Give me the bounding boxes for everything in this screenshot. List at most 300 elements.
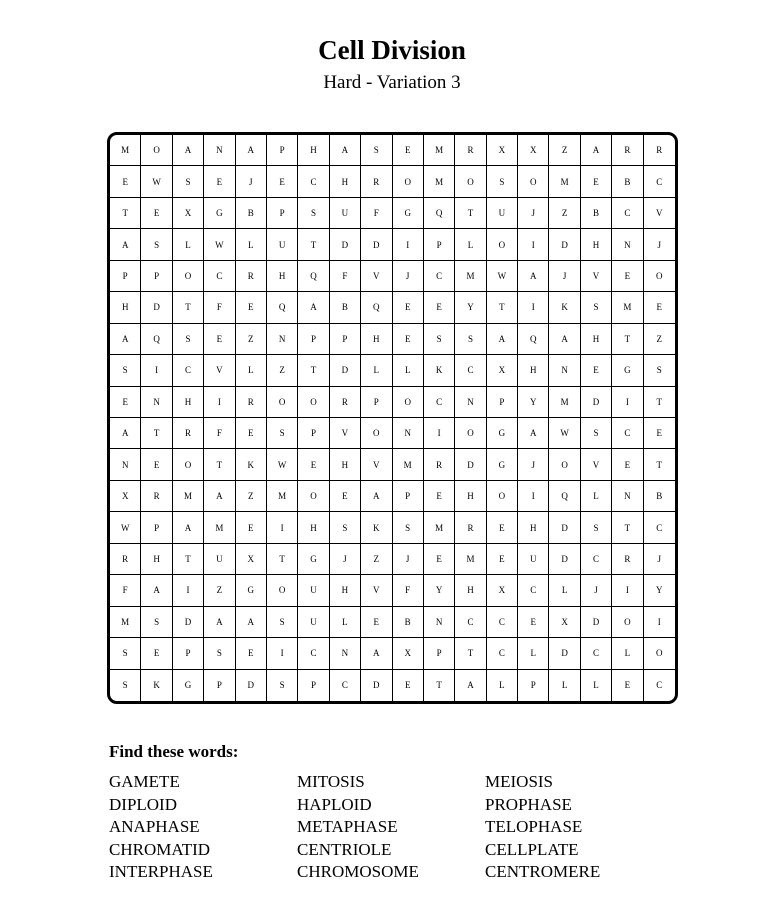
grid-cell[interactable]: E (204, 324, 235, 355)
grid-cell[interactable]: D (361, 670, 392, 701)
grid-cell[interactable]: A (581, 135, 612, 166)
grid-cell[interactable]: L (549, 670, 580, 701)
grid-cell[interactable]: R (330, 387, 361, 418)
grid-cell[interactable]: F (110, 575, 141, 606)
grid-cell[interactable]: J (393, 261, 424, 292)
grid-cell[interactable]: V (581, 449, 612, 480)
grid-cell[interactable]: Z (644, 324, 675, 355)
grid-cell[interactable]: S (644, 355, 675, 386)
grid-cell[interactable]: U (330, 198, 361, 229)
grid-cell[interactable]: D (549, 544, 580, 575)
grid-cell[interactable]: L (330, 607, 361, 638)
grid-cell[interactable]: S (204, 638, 235, 669)
grid-cell[interactable]: M (455, 544, 486, 575)
grid-cell[interactable]: X (110, 481, 141, 512)
grid-cell[interactable]: P (173, 638, 204, 669)
grid-cell[interactable]: L (361, 355, 392, 386)
grid-cell[interactable]: C (581, 544, 612, 575)
grid-cell[interactable]: A (141, 575, 172, 606)
grid-cell[interactable]: I (612, 575, 643, 606)
grid-cell[interactable]: C (518, 575, 549, 606)
grid-cell[interactable]: Q (267, 292, 298, 323)
grid-cell[interactable]: M (549, 387, 580, 418)
grid-cell[interactable]: J (236, 166, 267, 197)
grid-cell[interactable]: S (424, 324, 455, 355)
grid-cell[interactable]: A (487, 324, 518, 355)
grid-cell[interactable]: K (424, 355, 455, 386)
grid-cell[interactable]: Q (361, 292, 392, 323)
grid-cell[interactable]: A (204, 481, 235, 512)
grid-cell[interactable]: L (581, 670, 612, 701)
grid-cell[interactable]: M (267, 481, 298, 512)
grid-cell[interactable]: D (549, 512, 580, 543)
grid-cell[interactable]: I (644, 607, 675, 638)
grid-cell[interactable]: B (236, 198, 267, 229)
grid-cell[interactable]: V (581, 261, 612, 292)
grid-cell[interactable]: R (424, 449, 455, 480)
grid-cell[interactable]: S (141, 229, 172, 260)
grid-cell[interactable]: S (298, 198, 329, 229)
grid-cell[interactable]: A (455, 670, 486, 701)
grid-cell[interactable]: T (612, 324, 643, 355)
grid-cell[interactable]: H (455, 481, 486, 512)
grid-cell[interactable]: A (110, 229, 141, 260)
grid-cell[interactable]: D (549, 229, 580, 260)
grid-cell[interactable]: N (612, 481, 643, 512)
grid-cell[interactable]: D (581, 607, 612, 638)
grid-cell[interactable]: N (549, 355, 580, 386)
grid-cell[interactable]: X (487, 135, 518, 166)
grid-cell[interactable]: Q (518, 324, 549, 355)
grid-cell[interactable]: C (581, 638, 612, 669)
grid-cell[interactable]: I (518, 229, 549, 260)
grid-cell[interactable]: N (330, 638, 361, 669)
grid-cell[interactable]: Q (424, 198, 455, 229)
grid-cell[interactable]: M (424, 135, 455, 166)
grid-cell[interactable]: U (267, 229, 298, 260)
grid-cell[interactable]: D (330, 229, 361, 260)
grid-cell[interactable]: B (612, 166, 643, 197)
grid-cell[interactable]: E (644, 292, 675, 323)
grid-cell[interactable]: T (455, 198, 486, 229)
grid-cell[interactable]: M (393, 449, 424, 480)
grid-cell[interactable]: J (549, 261, 580, 292)
grid-cell[interactable]: H (581, 229, 612, 260)
grid-cell[interactable]: T (644, 387, 675, 418)
grid-cell[interactable]: J (644, 544, 675, 575)
grid-cell[interactable]: J (518, 449, 549, 480)
grid-cell[interactable]: O (298, 387, 329, 418)
grid-cell[interactable]: A (361, 638, 392, 669)
grid-cell[interactable]: A (298, 292, 329, 323)
grid-cell[interactable]: A (110, 324, 141, 355)
grid-cell[interactable]: P (487, 387, 518, 418)
grid-cell[interactable]: H (298, 512, 329, 543)
grid-cell[interactable]: O (612, 607, 643, 638)
grid-cell[interactable]: G (487, 449, 518, 480)
grid-cell[interactable]: T (110, 198, 141, 229)
grid-cell[interactable]: Q (549, 481, 580, 512)
grid-cell[interactable]: L (549, 575, 580, 606)
grid-cell[interactable]: J (518, 198, 549, 229)
grid-cell[interactable]: T (204, 449, 235, 480)
grid-cell[interactable]: C (644, 512, 675, 543)
grid-cell[interactable]: O (393, 387, 424, 418)
grid-cell[interactable]: X (236, 544, 267, 575)
grid-cell[interactable]: H (141, 544, 172, 575)
grid-cell[interactable]: J (644, 229, 675, 260)
grid-cell[interactable]: N (141, 387, 172, 418)
grid-cell[interactable]: E (518, 607, 549, 638)
grid-cell[interactable]: M (549, 166, 580, 197)
grid-cell[interactable]: E (487, 544, 518, 575)
grid-cell[interactable]: Y (644, 575, 675, 606)
grid-cell[interactable]: X (518, 135, 549, 166)
grid-cell[interactable]: A (173, 512, 204, 543)
grid-cell[interactable]: E (298, 449, 329, 480)
grid-cell[interactable]: B (330, 292, 361, 323)
grid-cell[interactable]: E (424, 544, 455, 575)
grid-cell[interactable]: I (267, 512, 298, 543)
grid-cell[interactable]: A (236, 607, 267, 638)
grid-cell[interactable]: H (330, 166, 361, 197)
grid-cell[interactable]: C (424, 261, 455, 292)
grid-cell[interactable]: P (298, 670, 329, 701)
grid-cell[interactable]: D (330, 355, 361, 386)
grid-cell[interactable]: G (298, 544, 329, 575)
grid-cell[interactable]: O (455, 418, 486, 449)
grid-cell[interactable]: O (518, 166, 549, 197)
grid-cell[interactable]: O (267, 575, 298, 606)
grid-cell[interactable]: T (455, 638, 486, 669)
grid-cell[interactable]: O (267, 387, 298, 418)
grid-cell[interactable]: S (141, 607, 172, 638)
grid-cell[interactable]: E (236, 512, 267, 543)
grid-cell[interactable]: U (487, 198, 518, 229)
grid-cell[interactable]: L (393, 355, 424, 386)
grid-cell[interactable]: I (393, 229, 424, 260)
grid-cell[interactable]: T (644, 449, 675, 480)
grid-cell[interactable]: A (236, 135, 267, 166)
grid-cell[interactable]: P (298, 418, 329, 449)
grid-cell[interactable]: D (361, 229, 392, 260)
grid-cell[interactable]: T (173, 544, 204, 575)
grid-cell[interactable]: W (110, 512, 141, 543)
grid-cell[interactable]: P (141, 512, 172, 543)
grid-cell[interactable]: P (267, 135, 298, 166)
grid-cell[interactable]: E (393, 670, 424, 701)
grid-cell[interactable]: U (518, 544, 549, 575)
grid-cell[interactable]: D (549, 638, 580, 669)
grid-cell[interactable]: N (424, 607, 455, 638)
grid-cell[interactable]: W (267, 449, 298, 480)
grid-cell[interactable]: J (581, 575, 612, 606)
grid-cell[interactable]: P (518, 670, 549, 701)
grid-cell[interactable]: U (204, 544, 235, 575)
grid-cell[interactable]: S (110, 670, 141, 701)
grid-cell[interactable]: N (393, 418, 424, 449)
grid-cell[interactable]: M (612, 292, 643, 323)
grid-cell[interactable]: Z (361, 544, 392, 575)
grid-cell[interactable]: M (455, 261, 486, 292)
grid-cell[interactable]: S (173, 166, 204, 197)
grid-cell[interactable]: V (361, 449, 392, 480)
grid-cell[interactable]: E (141, 198, 172, 229)
grid-cell[interactable]: H (330, 449, 361, 480)
grid-cell[interactable]: M (204, 512, 235, 543)
grid-cell[interactable]: S (581, 512, 612, 543)
grid-cell[interactable]: P (110, 261, 141, 292)
grid-cell[interactable]: R (110, 544, 141, 575)
grid-cell[interactable]: W (487, 261, 518, 292)
grid-cell[interactable]: E (141, 638, 172, 669)
grid-cell[interactable]: E (330, 481, 361, 512)
grid-cell[interactable]: A (549, 324, 580, 355)
grid-cell[interactable]: V (204, 355, 235, 386)
grid-cell[interactable]: Y (518, 387, 549, 418)
grid-cell[interactable]: E (236, 638, 267, 669)
grid-cell[interactable]: T (612, 512, 643, 543)
grid-cell[interactable]: E (612, 670, 643, 701)
grid-cell[interactable]: D (581, 387, 612, 418)
grid-cell[interactable]: E (424, 481, 455, 512)
grid-cell[interactable]: H (110, 292, 141, 323)
grid-cell[interactable]: E (204, 166, 235, 197)
grid-cell[interactable]: Y (455, 292, 486, 323)
grid-cell[interactable]: L (487, 670, 518, 701)
grid-cell[interactable]: T (298, 355, 329, 386)
grid-cell[interactable]: T (267, 544, 298, 575)
grid-cell[interactable]: E (424, 292, 455, 323)
grid-cell[interactable]: E (361, 607, 392, 638)
grid-cell[interactable]: Z (236, 481, 267, 512)
grid-cell[interactable]: I (173, 575, 204, 606)
grid-cell[interactable]: P (330, 324, 361, 355)
grid-cell[interactable]: X (173, 198, 204, 229)
grid-cell[interactable]: V (361, 575, 392, 606)
grid-cell[interactable]: D (173, 607, 204, 638)
grid-cell[interactable]: L (518, 638, 549, 669)
grid-cell[interactable]: O (644, 261, 675, 292)
grid-cell[interactable]: R (361, 166, 392, 197)
grid-cell[interactable]: C (424, 387, 455, 418)
grid-cell[interactable]: S (110, 355, 141, 386)
grid-cell[interactable]: R (455, 135, 486, 166)
grid-cell[interactable]: R (236, 261, 267, 292)
grid-cell[interactable]: R (173, 418, 204, 449)
grid-cell[interactable]: O (173, 449, 204, 480)
grid-cell[interactable]: I (612, 387, 643, 418)
grid-cell[interactable]: R (455, 512, 486, 543)
grid-cell[interactable]: L (455, 229, 486, 260)
grid-cell[interactable]: V (644, 198, 675, 229)
grid-cell[interactable]: E (581, 355, 612, 386)
grid-cell[interactable]: W (141, 166, 172, 197)
grid-cell[interactable]: W (549, 418, 580, 449)
grid-cell[interactable]: X (487, 355, 518, 386)
grid-cell[interactable]: H (518, 355, 549, 386)
grid-cell[interactable]: O (173, 261, 204, 292)
grid-cell[interactable]: O (298, 481, 329, 512)
grid-cell[interactable]: L (612, 638, 643, 669)
grid-cell[interactable]: C (455, 355, 486, 386)
grid-cell[interactable]: O (487, 481, 518, 512)
grid-cell[interactable]: P (393, 481, 424, 512)
grid-cell[interactable]: G (204, 198, 235, 229)
grid-cell[interactable]: G (236, 575, 267, 606)
grid-cell[interactable]: M (173, 481, 204, 512)
grid-cell[interactable]: X (487, 575, 518, 606)
grid-cell[interactable]: E (393, 135, 424, 166)
grid-cell[interactable]: U (298, 575, 329, 606)
grid-cell[interactable]: O (361, 418, 392, 449)
grid-cell[interactable]: N (110, 449, 141, 480)
grid-cell[interactable]: H (267, 261, 298, 292)
grid-cell[interactable]: N (204, 135, 235, 166)
grid-cell[interactable]: I (204, 387, 235, 418)
grid-cell[interactable]: E (236, 418, 267, 449)
grid-cell[interactable]: I (518, 481, 549, 512)
grid-cell[interactable]: H (173, 387, 204, 418)
grid-cell[interactable]: A (173, 135, 204, 166)
grid-cell[interactable]: N (612, 229, 643, 260)
grid-cell[interactable]: N (455, 387, 486, 418)
grid-cell[interactable]: A (204, 607, 235, 638)
grid-cell[interactable]: P (424, 229, 455, 260)
grid-cell[interactable]: R (236, 387, 267, 418)
grid-cell[interactable]: R (612, 544, 643, 575)
grid-cell[interactable]: C (204, 261, 235, 292)
grid-cell[interactable]: C (455, 607, 486, 638)
grid-cell[interactable]: F (361, 198, 392, 229)
grid-cell[interactable]: E (644, 418, 675, 449)
grid-cell[interactable]: Y (424, 575, 455, 606)
grid-cell[interactable]: I (141, 355, 172, 386)
grid-cell[interactable]: F (204, 292, 235, 323)
grid-cell[interactable]: S (361, 135, 392, 166)
grid-cell[interactable]: Z (236, 324, 267, 355)
grid-cell[interactable]: J (330, 544, 361, 575)
grid-cell[interactable]: L (236, 355, 267, 386)
grid-cell[interactable]: C (173, 355, 204, 386)
grid-cell[interactable]: U (298, 607, 329, 638)
grid-cell[interactable]: S (330, 512, 361, 543)
grid-cell[interactable]: G (393, 198, 424, 229)
grid-cell[interactable]: C (298, 638, 329, 669)
grid-cell[interactable]: A (110, 418, 141, 449)
grid-cell[interactable]: Z (204, 575, 235, 606)
grid-cell[interactable]: O (487, 229, 518, 260)
grid-cell[interactable]: C (487, 638, 518, 669)
grid-cell[interactable]: P (298, 324, 329, 355)
grid-cell[interactable]: T (424, 670, 455, 701)
grid-cell[interactable]: H (361, 324, 392, 355)
grid-cell[interactable]: E (393, 324, 424, 355)
grid-cell[interactable]: I (518, 292, 549, 323)
grid-cell[interactable]: B (581, 198, 612, 229)
grid-cell[interactable]: V (330, 418, 361, 449)
grid-cell[interactable]: V (361, 261, 392, 292)
grid-cell[interactable]: E (612, 261, 643, 292)
grid-cell[interactable]: S (267, 670, 298, 701)
grid-cell[interactable]: Z (549, 135, 580, 166)
grid-cell[interactable]: F (393, 575, 424, 606)
grid-cell[interactable]: G (612, 355, 643, 386)
grid-cell[interactable]: Z (549, 198, 580, 229)
grid-cell[interactable]: M (110, 607, 141, 638)
grid-cell[interactable]: T (487, 292, 518, 323)
grid-cell[interactable]: E (141, 449, 172, 480)
grid-cell[interactable]: A (518, 261, 549, 292)
grid-cell[interactable]: T (141, 418, 172, 449)
grid-cell[interactable]: E (110, 166, 141, 197)
grid-cell[interactable]: B (393, 607, 424, 638)
grid-cell[interactable]: G (487, 418, 518, 449)
grid-cell[interactable]: D (455, 449, 486, 480)
grid-cell[interactable]: P (424, 638, 455, 669)
grid-cell[interactable]: O (455, 166, 486, 197)
grid-cell[interactable]: P (361, 387, 392, 418)
grid-cell[interactable]: M (424, 512, 455, 543)
grid-cell[interactable]: X (393, 638, 424, 669)
grid-cell[interactable]: E (581, 166, 612, 197)
grid-cell[interactable]: H (330, 575, 361, 606)
grid-cell[interactable]: S (110, 638, 141, 669)
grid-cell[interactable]: E (612, 449, 643, 480)
grid-cell[interactable]: I (267, 638, 298, 669)
grid-cell[interactable]: P (141, 261, 172, 292)
grid-cell[interactable]: M (424, 166, 455, 197)
grid-cell[interactable]: S (393, 512, 424, 543)
grid-cell[interactable]: Q (298, 261, 329, 292)
grid-cell[interactable]: F (204, 418, 235, 449)
grid-cell[interactable]: T (298, 229, 329, 260)
grid-cell[interactable]: B (644, 481, 675, 512)
grid-cell[interactable]: S (581, 418, 612, 449)
grid-cell[interactable]: S (173, 324, 204, 355)
grid-cell[interactable]: A (518, 418, 549, 449)
grid-cell[interactable]: L (173, 229, 204, 260)
grid-cell[interactable]: D (141, 292, 172, 323)
grid-cell[interactable]: P (204, 670, 235, 701)
grid-cell[interactable]: E (267, 166, 298, 197)
grid-cell[interactable]: E (110, 387, 141, 418)
grid-cell[interactable]: T (173, 292, 204, 323)
grid-cell[interactable]: X (549, 607, 580, 638)
grid-cell[interactable]: K (141, 670, 172, 701)
grid-cell[interactable]: S (581, 292, 612, 323)
grid-cell[interactable]: G (173, 670, 204, 701)
grid-cell[interactable]: C (330, 670, 361, 701)
grid-cell[interactable]: C (644, 166, 675, 197)
grid-cell[interactable]: L (236, 229, 267, 260)
grid-cell[interactable]: I (424, 418, 455, 449)
grid-cell[interactable]: K (236, 449, 267, 480)
grid-cell[interactable]: J (393, 544, 424, 575)
grid-cell[interactable]: E (487, 512, 518, 543)
grid-cell[interactable]: S (267, 418, 298, 449)
grid-cell[interactable]: K (361, 512, 392, 543)
grid-cell[interactable]: O (141, 135, 172, 166)
grid-cell[interactable]: A (330, 135, 361, 166)
grid-cell[interactable]: W (204, 229, 235, 260)
grid-cell[interactable]: E (236, 292, 267, 323)
grid-cell[interactable]: R (141, 481, 172, 512)
grid-cell[interactable]: O (644, 638, 675, 669)
grid-cell[interactable]: C (612, 418, 643, 449)
grid-cell[interactable]: K (549, 292, 580, 323)
grid-cell[interactable]: S (267, 607, 298, 638)
